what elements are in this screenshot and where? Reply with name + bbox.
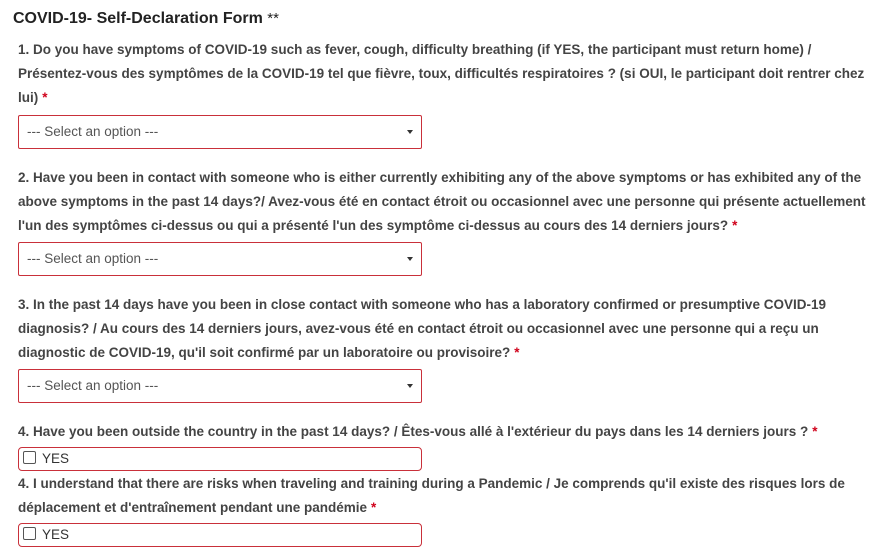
form-title-text: COVID-19- Self-Declaration Form (13, 10, 263, 27)
question-3-label (18, 293, 874, 365)
question-4-checkbox-label[interactable]: YES (42, 451, 70, 466)
question-2-select-value: --- Select an option --- (27, 251, 159, 266)
question-3-text: 3. In the past 14 days have you been in close contact with someone who has a laboratory confirmed or presumptive COVID-19 diagnosis? / Au cours des 14 derniers jours, avez-vous été en contact étroit ou occasionnel avec une personne qui a reçu un diagnostic de COVID-19, qu'il soit confirmé par un laboratoire ou provisoire? (18, 297, 826, 360)
required-mark: * (732, 218, 738, 233)
required-mark: * (42, 90, 48, 105)
question-2-text: 2. Have you been in contact with someone who is either currently exhibiting any of the above symptoms or has exhibited any of the above symptoms in the past 14 days?/ Avez-vous été en contact étroit ou occasionnel avec une personne qui présente actuellement l'un des symptômes ci-dessus ou qui a présenté l'un des symptôme ci-dessus au cours des 14 derniers jours? (18, 170, 866, 233)
question-4-checkbox[interactable] (23, 451, 36, 464)
question-5-label (18, 472, 874, 520)
question-1-label (18, 38, 874, 110)
question-2-select[interactable] (18, 242, 422, 276)
form-title-suffix: ** (267, 10, 279, 27)
question-5-checkbox-label[interactable]: YES (42, 527, 70, 542)
question-3-select[interactable] (18, 369, 422, 403)
required-mark: * (371, 500, 377, 515)
form-title (13, 10, 279, 28)
question-5-checkbox[interactable] (23, 527, 36, 540)
required-mark: * (514, 345, 520, 360)
question-2-label (18, 166, 874, 238)
caret-down-icon (407, 384, 413, 388)
question-4-text: 4. Have you been outside the country in the past 14 days? / Êtes-vous allé à l'extérieur du pays dans les 14 derniers jours ? (18, 424, 809, 439)
question-5-text: 4. I understand that there are risks when traveling and training during a Pandemic / Je comprends qu'il existe des risques lors de déplacement et d'entraînement pendant une pandémie (18, 476, 845, 515)
question-1-text: 1. Do you have symptoms of COVID-19 such as fever, cough, difficulty breathing (if YES, the participant must return home) / Présentez-vous des symptômes de la COVID-19 tel que fièvre, toux, difficultés respiratoires ? (si OUI, le participant doit rentrer chez lui) (18, 42, 865, 105)
question-3-select-value: --- Select an option --- (27, 378, 159, 393)
question-4-label (18, 420, 874, 444)
caret-down-icon (407, 130, 413, 134)
required-mark: * (812, 424, 818, 439)
question-1-select[interactable] (18, 115, 422, 149)
question-5-checkbox-field (18, 523, 422, 547)
caret-down-icon (407, 257, 413, 261)
question-4-checkbox-field (18, 447, 422, 471)
question-1-select-value: --- Select an option --- (27, 124, 159, 139)
